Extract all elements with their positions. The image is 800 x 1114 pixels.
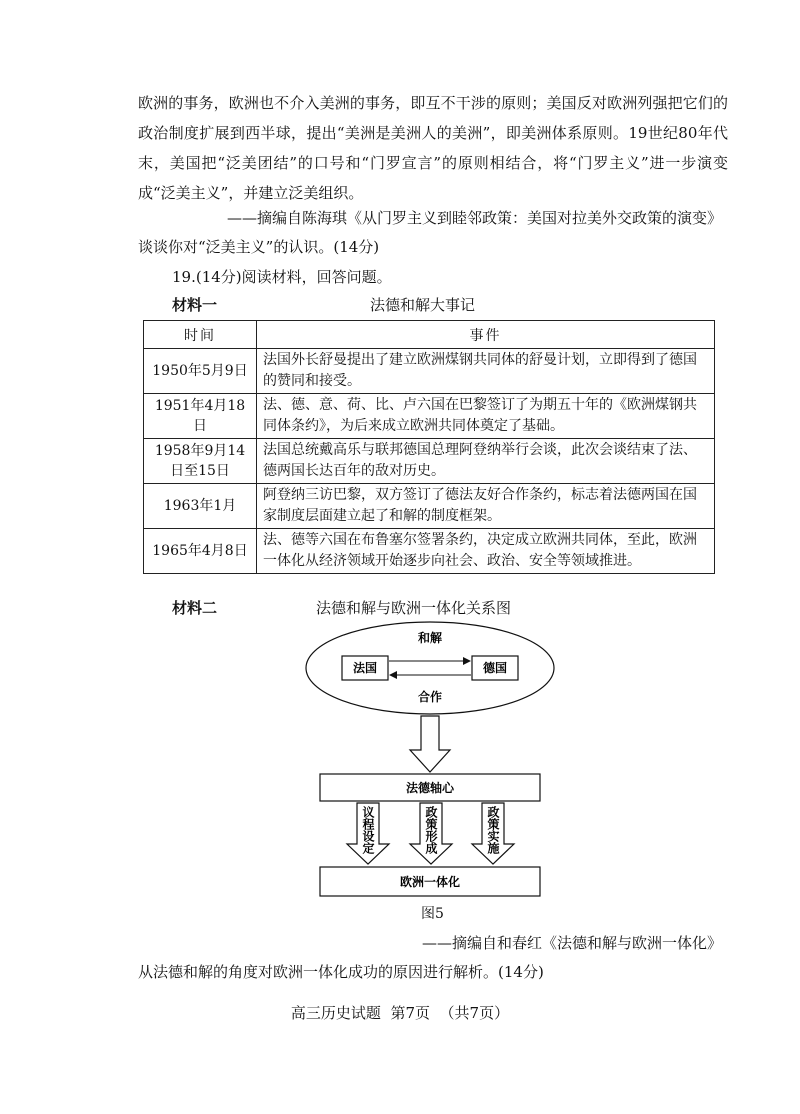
axis-label: 法德轴心 <box>405 781 455 795</box>
table-cell-date: 1950年5月9日 <box>144 349 257 394</box>
policy-implementation-label: 政策实施 <box>486 806 500 854</box>
question-19: 从法德和解的角度对欧洲一体化成功的原因进行解析。(14分) <box>138 963 544 981</box>
table-row <box>144 394 715 439</box>
table-row <box>144 484 715 529</box>
france-label: 法国 <box>352 661 378 675</box>
material-1-label: 材料一 <box>172 296 218 314</box>
integration-label: 欧洲一体化 <box>399 875 461 889</box>
source-citation-2: ——摘编自和春红《法德和解与欧洲一体化》 <box>421 934 722 952</box>
material-1-title: 法德和解大事记 <box>370 296 476 314</box>
table-cell-date: 1958年9月14日至15日 <box>144 439 257 484</box>
table-cell-event: 法国外长舒曼提出了建立欧洲煤钢共同体的舒曼计划，立即得到了德国的赞同和接受。 <box>257 349 715 394</box>
column-header-event: 事件 <box>257 321 715 349</box>
page-footer: 高三历史试题 第7页 （共7页） <box>290 1004 510 1022</box>
figure-label: 图5 <box>421 906 444 922</box>
table-cell-date: 1965年4月8日 <box>144 529 257 574</box>
reconcile-label: 和解 <box>417 631 443 645</box>
down-arrow-main <box>410 716 450 772</box>
question-18: 谈谈你对“泛美主义”的认识。(14分) <box>138 238 380 256</box>
table-cell-event: 法国总统戴高乐与联邦德国总理阿登纳举行会谈，此次会谈结束了法、德两国长达百年的敌对历史。 <box>257 439 715 484</box>
table-row <box>144 529 715 574</box>
cooperate-label: 合作 <box>417 690 443 704</box>
table-row <box>144 439 715 484</box>
material-2-title: 法德和解与欧洲一体化关系图 <box>316 599 512 617</box>
question-19-heading: 19.(14分)阅读材料，回答问题。 <box>172 268 392 286</box>
table-cell-date: 1963年1月 <box>144 484 257 529</box>
table-cell-event: 阿登纳三访巴黎，双方签订了德法友好合作条约，标志着法德两国在国家制度层面建立起了和解的制度框架。 <box>257 484 715 529</box>
source-citation-1: ——摘编自陈海琪《从门罗主义到睦邻政策：美国对拉美外交政策的演变》 <box>226 209 722 227</box>
relationship-diagram <box>0 620 800 920</box>
material-2-label: 材料二 <box>172 599 218 617</box>
table-cell-event: 法、德、意、荷、比、卢六国在巴黎签订了为期五十年的《欧洲煤钢共同体条约》，为后来成立欧洲共同体奠定了基础。 <box>257 394 715 439</box>
events-table <box>143 320 715 574</box>
table-cell-event: 法、德等六国在布鲁塞尔签署条约，决定成立欧洲共同体，至此，欧洲一体化从经济领域开始逐步向社会、政治、安全等领域推进。 <box>257 529 715 574</box>
germany-label: 德国 <box>482 661 508 675</box>
table-cell-date: 1951年4月18日 <box>144 394 257 439</box>
policy-formation-label: 政策形成 <box>424 806 438 854</box>
agenda-label: 议程设定 <box>361 806 375 854</box>
intro-paragraph: 欧洲的事务，欧洲也不介入美洲的事务，即互不干涉的原则；美国反对欧洲列强把它们的政治制度扩展到西半球，提出“美洲是美洲人的美洲”，即美洲体系原则。19世纪80年代末，美国把“泛美团结”的口号和“门罗宣言”的原则相结合，将“门罗主义”进一步演变成“泛美主义”，并建立泛美组织。 <box>138 94 728 202</box>
table-row <box>144 349 715 394</box>
table-header-row <box>144 321 715 349</box>
column-header-time: 时间 <box>144 321 257 349</box>
